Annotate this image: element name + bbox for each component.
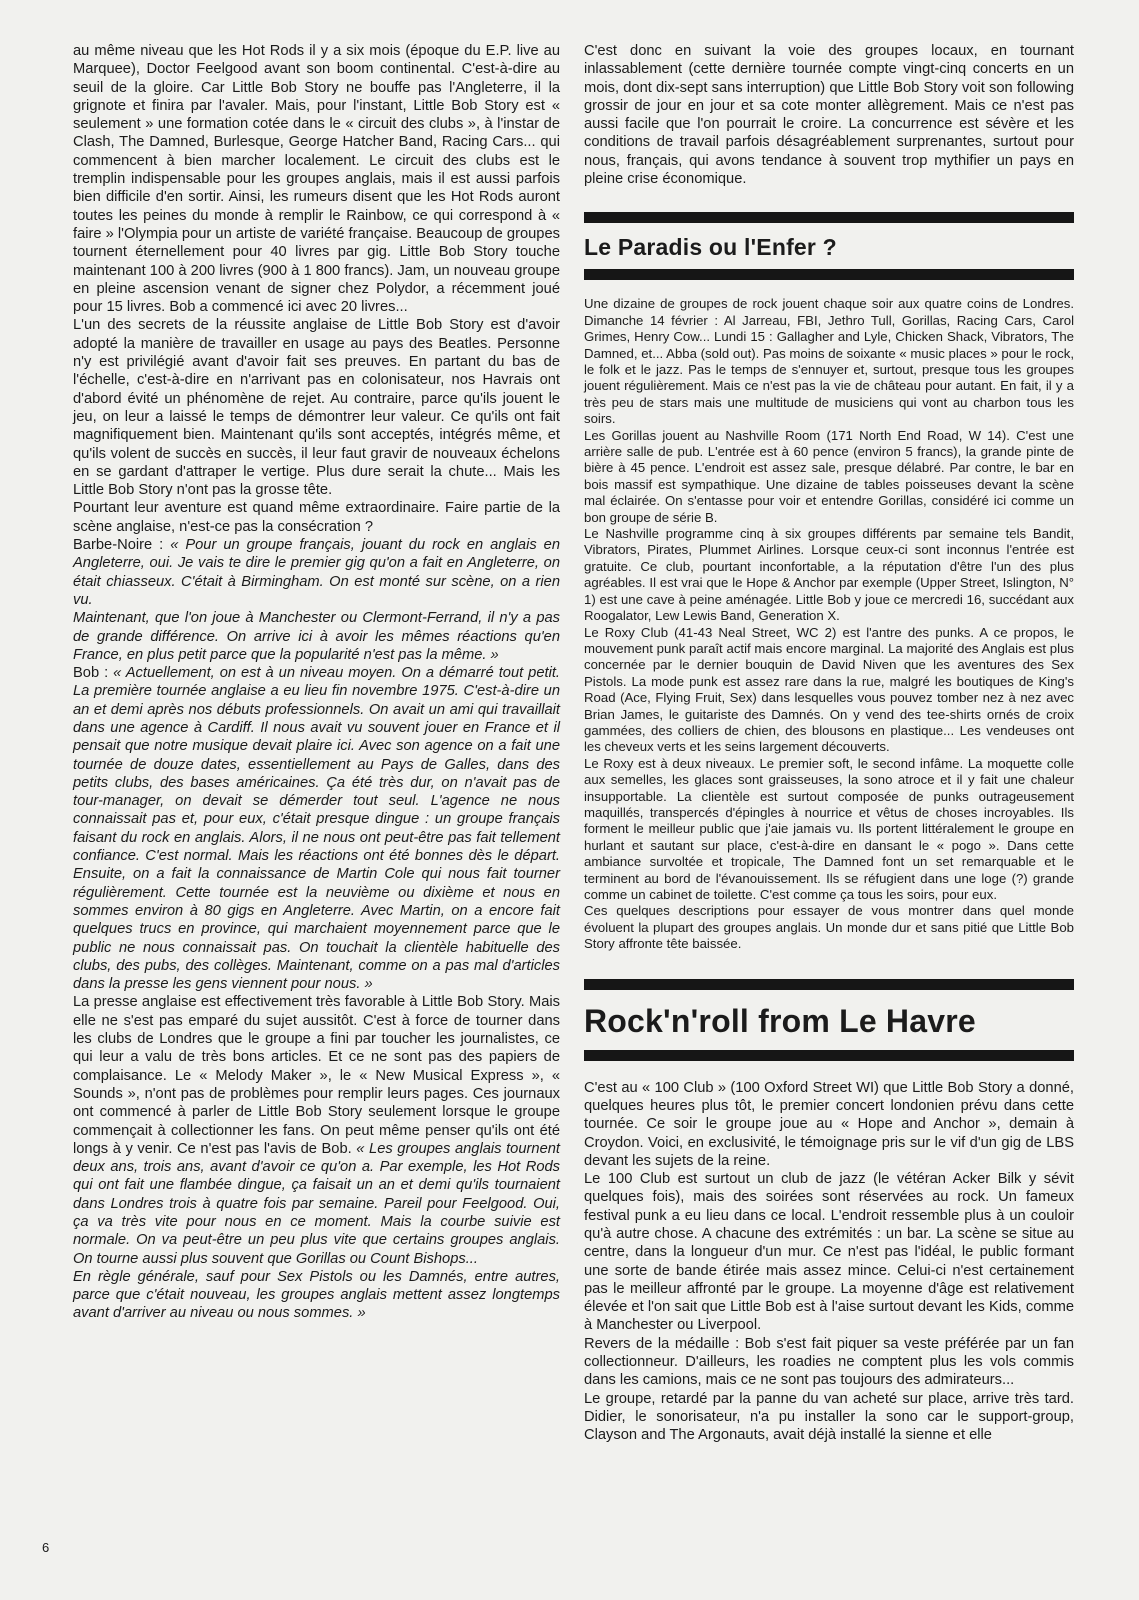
quote-speaker: Bob : <box>73 665 114 682</box>
quote-paragraph <box>73 536 560 609</box>
paragraph <box>73 993 560 1267</box>
quote-speaker: Barbe-Noire : <box>73 537 171 554</box>
paragraph: Le 100 Club est surtout un club de jazz (le vétéran Acker Bilk y sévit quelques fois), mais des soirées sont réservées au rock. Un fameux festival punk a eu lieu dans ce local. L'endroit ressemble plus à un couloir qu'à autre chose. A chacune des extrémités : un bar. La scène se situe au centre, dans la longueur d'un mur. Ce n'est pas l'idéal, le public formant une sorte de bande étirée mais assez mince. Celui-ci n'est certainement pas le meilleur affronté par le groupe. La moyenne d'âge est relativement élevée et l'on sait que Little Bob est à l'aise surtout devant les Kids, comme à Manchester ou Liverpool. <box>584 1171 1074 1334</box>
section-rule-top <box>584 979 1074 990</box>
paragraph: au même niveau que les Hot Rods il y a six mois (époque du E.P. live au Marquee), Doctor Feelgood avant son boom continental. C'est-à-dire au seuil de la gloire. Car Little Bob Story ne bouffe pas l'Angleterre, il la grignote et finira par l'avaler. Mais, pour l'instant, Little Bob Story est « seulement » une formation cotée dans le « circuit des clubs », à l'instar de Clash, The Damned, Burlesque, George Hatcher Band, Racing Cars... qui commencent à bien marcher localement. Le circuit des clubs est le tremplin indispensable pour les groupes anglais, mais il est aussi parfois bien difficile d'en sortir. Ainsi, les rumeurs disent que les Hot Rods auront toutes les peines du monde à remplir le Rainbow, ce qui correspond à « faire » l'Olympia pour un artiste de variété française. Beaucoup de groupes tournent éternellement pour 40 livres par gig. Little Bob Story touche maintenant 100 à 200 livres (900 à 1 800 francs). Jam, un nouveau groupe en pleine ascension venant de signer chez Polydor, a récemment joué pour 15 livres. Bob a commencé ici avec 20 livres... <box>73 43 560 316</box>
section-rule-bottom <box>584 269 1074 280</box>
paragraph: L'un des secrets de la réussite anglaise de Little Bob Story est d'avoir adopté la manière de travailler en usage au pays des Beatles. Personne n'y est privilégié avant d'avoir fait ses preuves. En partant du bas de l'échelle, c'est-à-dire en n'arrivant pas en colonisateur, nos Havrais ont d'abord évité un phénomène de rejet. Au contraire, parce qu'ils jouent le jeu, on leur a laissé le temps de démontrer leur valeur. Ce qu'ils ont fait magnifiquement bien. Maintenant qu'ils sont acceptés, intégrés même, et qu'ils volent de succès en succès, il leur faut gravir de nouveaux échelons en se gardant d'attraper le vertige. Plus dure serait la chute... Mais les Little Bob Story n'ont pas la grosse tête. <box>73 317 560 499</box>
paragraph: C'est donc en suivant la voie des groupes locaux, en tournant inlassablement (cette dernière tournée compte vingt-cinq concerts en un mois, dont dix-sept sans interruption) que Little Bob Story voit son following grossir de jour en jour et sa cote monter allègrement. Mais ce n'est pas aussi facile que l'on pourrait le croire. La concurrence est sévère et les conditions de travail parfois désagréablement surprenantes, surtout pour nous, français, qui avons tendance à souvent trop mythifier un pays en pleine crise économique. <box>584 43 1074 188</box>
paragraph: Les Gorillas jouent au Nashville Room (171 North End Road, W 14). C'est une arrière salle de pub. L'entrée est à 60 pence (environ 5 francs), la grande pinte de bière à 45 pence. L'endroit est assez sale, presque délabré. Par contre, le bar en bois massif est sympathique. Une dizaine de tables poisseuses devant la scène mal éclairée. On s'entasse pour voir et entendre Gorillas, considéré ici comme un bon groupe de série B. <box>584 427 1074 525</box>
quote-paragraph: En règle générale, sauf pour Sex Pistols ou les Damnés, entre autres, parce que c'était nouveau, les groupes anglais mettent assez longtemps avant d'arriver au niveau ou nous sommes. » <box>73 1268 560 1322</box>
paragraph: Pourtant leur aventure est quand même extraordinaire. Faire partie de la scène anglaise, n'est-ce pas la consécration ? <box>73 500 560 535</box>
paragraph-text: La presse anglaise est effectivement très favorable à Little Bob Story. Mais elle ne s'est pas emparé du sujet aussitôt. C'est à force de tourner dans les clubs de Londres que le groupe a fini par toucher les journalistes, ce qui leur a valu de très bons articles. Et ce ne sont pas des papiers de complaisance. Le « Melody Maker », le « New Musical Express », « Sounds », n'ont pas de problèmes pour remplir leurs pages. Ces journaux ont commencé à parler de Little Bob Story seulement lorsque le groupe commençait à collectionner les fans. On peut même penser qu'ils ont été longs à y venir. Ce n'est pas l'avis de Bob. <box>73 994 560 1157</box>
section-rule-top <box>584 212 1074 223</box>
paragraph: Une dizaine de groupes de rock jouent chaque soir aux quatre coins de Londres. Dimanche 14 février : Al Jarreau, FBI, Jethro Tull, Gorillas, Racing Cars, Carol Grimes, Henry Cow... Lundi 15 : Gallagher and Lyle, Chicken Shack, Vibrators, The Damned, et... Abba (sold out). Pas moins de soixante « music places » pour le rock, le folk et le jazz. Pas le temps de s'ennuyer et, surtout, presque tous les groupes jouent régulièrement. Mais ce n'est pas la vie de château pour autant. En fait, il y a très peu de stars mais une multitude de musiciens qui vont au charbon tous les soirs. <box>584 296 1074 427</box>
paragraph: Ces quelques descriptions pour essayer de vous montrer dans quel monde évoluent la plupart des groupes anglais. Un monde dur et sans pitié que Little Bob Story affronte tête baissée. <box>584 903 1074 952</box>
quote-paragraph: Maintenant, que l'on joue à Manchester ou Clermont-Ferrand, il n'y a pas de grande différence. On arrive ici à avoir les mêmes réactions qu'en France, en plus petit parce que la popularité n'est pas la même. » <box>73 610 560 663</box>
left-column <box>73 42 560 1323</box>
paragraph: Le Nashville programme cinq à six groupes différents par semaine tels Bandit, Vibrators, Pirates, Plummet Airlines. Lorsque ceux-ci sont inconnus l'entrée est gratuite. Ce club, pourtant inconfortable, a la réputation d'être l'un des plus agréables. Il est vrai que le Hope & Anchor par exemple (Upper Street, Islington, N° 1) est une cave à peine aménagée. Little Bob y joue ce mercredi 16, succédant aux Roogalator, Lew Lewis Band, Generation X. <box>584 526 1074 624</box>
section-heading: Le Paradis ou l'Enfer ? <box>584 234 837 261</box>
quote-paragraph <box>73 664 560 993</box>
quote-text: « Pour un groupe français, jouant du rock en anglais en Angleterre, oui. Je vais te dire le premier gig qu'on a fait en Angleterre, on était chiasseux. C'était à Birmingham. On est monté sur scène, on a rien vu. <box>73 537 560 608</box>
paragraph: Le groupe, retardé par la panne du van acheté sur place, arrive très tard. Didier, le sonorisateur, n'a pu installer la sono car le support-group, Clayson and The Argonauts, avait déjà installé la sienne et elle <box>584 1390 1074 1444</box>
section-heading: Rock'n'roll from Le Havre <box>584 1002 976 1039</box>
section-rule-bottom <box>584 1050 1074 1061</box>
paragraph: Revers de la médaille : Bob s'est fait piquer sa veste préférée par un fan collectionneur. D'ailleurs, les roadies ne comptent plus les vols commis dans les camions, mais ce ne sont pas toujours des admirateurs... <box>584 1335 1074 1389</box>
right-column <box>584 42 1074 1445</box>
paragraph: Le Roxy Club (41-43 Neal Street, WC 2) est l'antre des punks. A ce propos, le mouvement punk paraît actif mais encore marginal. La majorité des Anglais est plus concernée par le dernier bouquin de David Niven que les aventures des Sex Pistols. La mode punk est assez rare dans la rue, malgré les boutiques de King's Road (Ace, Flying Fruit, Sex) dans lesquelles vous pouvez tomber nez à nez avec Brian James, le guitariste des Damnés. On y vend des tee-shirts ornés de croix gammées, des colliers de chien, des blousons en plastique... Les vendeuses ont les cheveux verts et les seins largement découverts. <box>584 624 1074 755</box>
quote-text: « Actuellement, on est à un niveau moyen. On a démarré tout petit. La première tournée anglaise a eu lieu fin novembre 1975. C'est-à-dire un an et demi après nos débuts professionnels. On avait un ami qui travaillait dans une agence à Cardiff. Il nous avait vu souvent jouer en France et il pensait que notre musique devait plaire ici. Avec son agence on a fait une tournée de douze dates, essentiellement au Pays de Galles, dans des petits clubs, des bases américaines. Ça été très dur, on n'avait pas de tour-manager, on devait se démerder tout seul. L'agence ne nous connaissait pas et, pour eux, c'était presque dingue : un groupe français faisant du rock en anglais. Alors, il ne nous ont peut-être pas fait tellement confiance. C'est normal. Mais les réactions ont été bonnes dès le départ. Ensuite, on a fait la connaissance de Martin Cole qui nous fait tourner régulièrement. Cette tournée est la neuvième ou dixième et nous en sommes environ à 80 gigs en Angleterre. Avec Martin, on a encore fait quelques trucs en province, qui marchaient moyennement parce que le public ne nous connaissait pas. On touchait la clientèle habituelle des clubs, des pubs, des collèges. Maintenant, comme on a pas mal d'articles dans la presse les gens viennent pour nous. » <box>73 665 560 993</box>
quote-text: « Les groupes anglais tournent deux ans, trois ans, avant d'avoir ce qu'on a. Par exemple, les Hot Rods qui ont fait une flambée dingue, ça faisait un an et demi qu'ils tournaient dans Londres trois à quatre fois par semaine. Pareil pour Feelgood. Oui, ça va très vite pour nous en ce moment. Mais la courbe suivie est normale. On va peut-être un peu plus vite que certains groupes anglais. On tourne aussi plus souvent que Gorillas ou Count Bishops... <box>73 1140 560 1267</box>
paragraph: C'est au « 100 Club » (100 Oxford Street WI) que Little Bob Story a donné, quelques heures plus tôt, le premier concert londonien prévu dans cette tournée. Ce soir le groupe joue au « Hope and Anchor », demain à Croydon. Voici, en exclusivité, le témoignage pris sur le vif d'un gig de LBS devant les sujets de la reine. <box>584 1079 1074 1169</box>
page-number: 6 <box>42 1540 50 1555</box>
paragraph: Le Roxy est à deux niveaux. Le premier soft, le second infâme. La moquette colle aux semelles, les glaces sont graisseuses, la sono atroce et il y fait une chaleur insupportable. La clientèle est surtout composée de punks outrageusement maquillés, transpercés d'épingles à nourrice et vêtus de choses incroyables. Ils forment le meilleur public que j'aie jamais vu. Ils portent littéralement le groupe en hurlant et sautant sur place, c'est-à-dire en dansant le « pogo ». Dans cette ambiance survoltée et tropicale, The Damned font un set remarquable et le terminent au bord de l'évanouissement. Ils se réfugient dans une loge (?) grande comme un cabinet de toilette. C'est comme ça tous les soirs, pour eux. <box>584 755 1074 902</box>
